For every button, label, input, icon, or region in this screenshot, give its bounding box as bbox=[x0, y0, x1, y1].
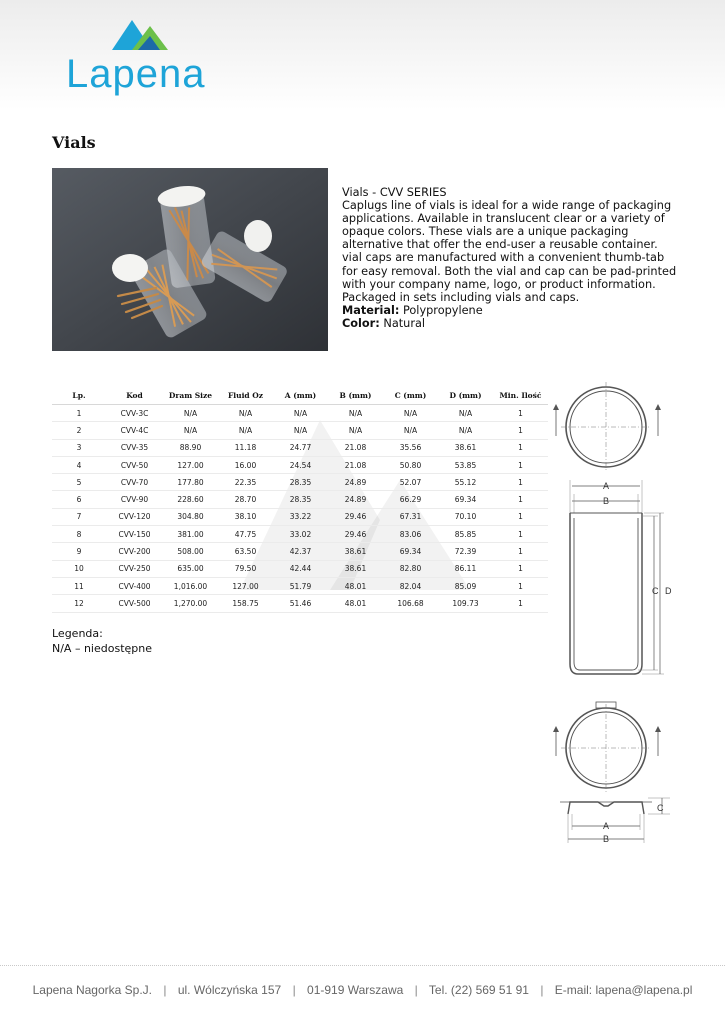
footer-separator: | bbox=[414, 983, 418, 997]
table-cell: 88.90 bbox=[163, 439, 218, 456]
column-header: A (mm) bbox=[273, 387, 328, 405]
table-cell: N/A bbox=[163, 422, 218, 439]
material-value: Polypropylene bbox=[402, 303, 483, 317]
description-line: with your company name, logo, or product information. bbox=[342, 277, 656, 291]
table-cell: 24.89 bbox=[328, 474, 383, 491]
table-cell: 2 bbox=[52, 422, 106, 439]
table-cell: 69.34 bbox=[383, 543, 438, 560]
table-row bbox=[52, 456, 548, 473]
footer-separator: | bbox=[292, 983, 296, 997]
table-cell: 66.29 bbox=[383, 491, 438, 508]
table-cell: N/A bbox=[218, 405, 273, 422]
table-cell: CVV-70 bbox=[106, 474, 163, 491]
vials-photo bbox=[52, 168, 328, 351]
table-cell: 42.37 bbox=[273, 543, 328, 560]
dimension-label-b: B bbox=[603, 496, 610, 506]
table-cell: 1 bbox=[493, 456, 548, 473]
table-row bbox=[52, 560, 548, 577]
table-cell: 12 bbox=[52, 595, 106, 612]
table-cell: 28.35 bbox=[273, 474, 328, 491]
table-cell: 1 bbox=[493, 595, 548, 612]
table-cell: 158.75 bbox=[218, 595, 273, 612]
table-cell: CVV-200 bbox=[106, 543, 163, 560]
vial-side-view-icon bbox=[570, 480, 664, 674]
material-line bbox=[342, 304, 682, 317]
table-cell: 508.00 bbox=[163, 543, 218, 560]
table-cell: N/A bbox=[273, 405, 328, 422]
table-row bbox=[52, 543, 548, 560]
table-cell: CVV-500 bbox=[106, 595, 163, 612]
column-header: C (mm) bbox=[383, 387, 438, 405]
column-header: Dram Size bbox=[163, 387, 218, 405]
description-line: opaque colors. These vials are a unique packaging bbox=[342, 225, 629, 239]
dimension-label-a: A bbox=[603, 481, 610, 491]
table-cell: 9 bbox=[52, 543, 106, 560]
table-row bbox=[52, 595, 548, 612]
description-line: Caplugs line of vials is ideal for a wide range of packaging bbox=[342, 199, 672, 213]
column-header: Min. Ilość bbox=[493, 387, 548, 405]
table-cell: 4 bbox=[52, 456, 106, 473]
table-cell: CVV-4C bbox=[106, 422, 163, 439]
table-cell: 127.00 bbox=[218, 577, 273, 594]
table-cell: 109.73 bbox=[438, 595, 493, 612]
table-row bbox=[52, 405, 548, 422]
vial-top-view-icon bbox=[553, 382, 661, 472]
table-cell: 79.50 bbox=[218, 560, 273, 577]
table-cell: 24.89 bbox=[328, 491, 383, 508]
table-cell: 1 bbox=[493, 439, 548, 456]
table-row bbox=[52, 439, 548, 456]
table-cell: 38.10 bbox=[218, 508, 273, 525]
table-cell: 51.79 bbox=[273, 577, 328, 594]
footer-address: ul. Wólczyńska 157 bbox=[177, 983, 282, 997]
table-cell: 29.46 bbox=[328, 526, 383, 543]
table-cell: N/A bbox=[273, 422, 328, 439]
table-cell: 3 bbox=[52, 439, 106, 456]
table-cell: CVV-120 bbox=[106, 508, 163, 525]
dimension-label-d: D bbox=[665, 586, 672, 596]
table-cell: 28.70 bbox=[218, 491, 273, 508]
column-header: B (mm) bbox=[328, 387, 383, 405]
table-cell: 35.56 bbox=[383, 439, 438, 456]
table-cell: 85.09 bbox=[438, 577, 493, 594]
vial-cap-side-view-icon bbox=[560, 798, 670, 843]
table-row bbox=[52, 577, 548, 594]
table-cell: 1 bbox=[493, 491, 548, 508]
table-cell: 8 bbox=[52, 526, 106, 543]
table-cell: 22.35 bbox=[218, 474, 273, 491]
specifications-table bbox=[52, 387, 548, 613]
table-row bbox=[52, 474, 548, 491]
legend-note: N/A – niedostępne bbox=[52, 641, 152, 655]
footer-divider bbox=[0, 965, 725, 966]
color-line bbox=[342, 317, 682, 330]
table-cell: N/A bbox=[328, 405, 383, 422]
table-row bbox=[52, 491, 548, 508]
table-cell: 1,016.00 bbox=[163, 577, 218, 594]
description-line: applications. Available in translucent clear or a variety of bbox=[342, 212, 665, 226]
table-cell: 28.35 bbox=[273, 491, 328, 508]
table-cell: 24.54 bbox=[273, 456, 328, 473]
table-cell: 228.60 bbox=[163, 491, 218, 508]
table-cell: 52.07 bbox=[383, 474, 438, 491]
description-line: Vials - CVV SERIES bbox=[342, 186, 447, 199]
product-description bbox=[342, 186, 682, 330]
table-cell: N/A bbox=[383, 422, 438, 439]
table-cell: 5 bbox=[52, 474, 106, 491]
table-cell: 83.06 bbox=[383, 526, 438, 543]
table-cell: 51.46 bbox=[273, 595, 328, 612]
table-cell: CVV-35 bbox=[106, 439, 163, 456]
column-header: Kod bbox=[106, 387, 163, 405]
table-cell: CVV-50 bbox=[106, 456, 163, 473]
footer-city: 01-919 Warszawa bbox=[307, 983, 404, 997]
table-cell: 11 bbox=[52, 577, 106, 594]
table-cell: 82.04 bbox=[383, 577, 438, 594]
table-cell: 1 bbox=[493, 543, 548, 560]
table-cell: 10 bbox=[52, 560, 106, 577]
footer-phone[interactable]: Tel. (22) 569 51 91 bbox=[428, 983, 529, 997]
table-cell: 7 bbox=[52, 508, 106, 525]
table-cell: 106.68 bbox=[383, 595, 438, 612]
table-cell: 67.31 bbox=[383, 508, 438, 525]
table-row bbox=[52, 508, 548, 525]
table-row bbox=[52, 422, 548, 439]
column-header: D (mm) bbox=[438, 387, 493, 405]
column-header: Lp. bbox=[52, 387, 106, 405]
table-cell: N/A bbox=[438, 422, 493, 439]
footer-separator: | bbox=[163, 983, 167, 997]
table-cell: 1 bbox=[493, 508, 548, 525]
vial-cap-top-view-icon bbox=[553, 702, 661, 792]
table-cell: 381.00 bbox=[163, 526, 218, 543]
table-cell: 1 bbox=[493, 526, 548, 543]
table-cell: N/A bbox=[438, 405, 493, 422]
table-cell: 63.50 bbox=[218, 543, 273, 560]
table-cell: 33.22 bbox=[273, 508, 328, 525]
lapena-logo-mark-icon bbox=[110, 18, 174, 52]
table-cell: 29.46 bbox=[328, 508, 383, 525]
footer bbox=[0, 983, 725, 997]
lapena-logo[interactable] bbox=[66, 18, 236, 98]
material-label: Material: bbox=[342, 303, 400, 317]
table-header-row bbox=[52, 387, 548, 405]
table-cell: 6 bbox=[52, 491, 106, 508]
description-line: vial caps are manufactured with a convenient thumb-tab bbox=[342, 251, 665, 265]
table-cell: 1 bbox=[493, 577, 548, 594]
table-cell: 69.34 bbox=[438, 491, 493, 508]
table-cell: 82.80 bbox=[383, 560, 438, 577]
footer-email[interactable]: E-mail: lapena@lapena.pl bbox=[554, 983, 693, 997]
table-cell: CVV-150 bbox=[106, 526, 163, 543]
table-cell: 85.85 bbox=[438, 526, 493, 543]
table-cell: 47.75 bbox=[218, 526, 273, 543]
table-row bbox=[52, 526, 548, 543]
table-cell: 48.01 bbox=[328, 595, 383, 612]
table-cell: 33.02 bbox=[273, 526, 328, 543]
cap-dimension-label-b: B bbox=[603, 834, 610, 844]
table-cell: 21.08 bbox=[328, 439, 383, 456]
table-cell: 1 bbox=[493, 405, 548, 422]
color-value: Natural bbox=[383, 316, 426, 330]
color-label: Color: bbox=[342, 316, 380, 330]
table-cell: CVV-400 bbox=[106, 577, 163, 594]
table-cell: 304.80 bbox=[163, 508, 218, 525]
vial-technical-drawings bbox=[548, 378, 678, 848]
footer-company: Lapena Nagorka Sp.J. bbox=[32, 983, 153, 997]
legend bbox=[52, 627, 152, 656]
table-cell: 127.00 bbox=[163, 456, 218, 473]
table-cell: 21.08 bbox=[328, 456, 383, 473]
table-cell: N/A bbox=[218, 422, 273, 439]
cap-dimension-label-c: C bbox=[657, 803, 664, 813]
table-cell: 38.61 bbox=[328, 560, 383, 577]
table-cell: N/A bbox=[163, 405, 218, 422]
table-cell: 50.80 bbox=[383, 456, 438, 473]
table-cell: 38.61 bbox=[328, 543, 383, 560]
table-cell: CVV-90 bbox=[106, 491, 163, 508]
description-line: for easy removal. Both the vial and cap can be pad-printed bbox=[342, 264, 677, 278]
footer-separator: | bbox=[540, 983, 544, 997]
description-line: alternative that offer the end-user a reusable container. bbox=[342, 238, 658, 252]
cap-dimension-label-a: A bbox=[603, 821, 610, 831]
table-cell: 55.12 bbox=[438, 474, 493, 491]
table-cell: 72.39 bbox=[438, 543, 493, 560]
legend-title: Legenda: bbox=[52, 627, 103, 640]
page-title: Vials bbox=[52, 133, 96, 152]
table-cell: N/A bbox=[328, 422, 383, 439]
table-cell: N/A bbox=[383, 405, 438, 422]
column-header: Fluid Oz bbox=[218, 387, 273, 405]
table-cell: 16.00 bbox=[218, 456, 273, 473]
table-cell: 1 bbox=[493, 474, 548, 491]
logo-wordmark: Lapena bbox=[66, 52, 206, 96]
table-cell: 1 bbox=[493, 422, 548, 439]
dimension-label-c: C bbox=[652, 586, 659, 596]
table-cell: 48.01 bbox=[328, 577, 383, 594]
table-cell: 177.80 bbox=[163, 474, 218, 491]
table-cell: 53.85 bbox=[438, 456, 493, 473]
table-cell: 1,270.00 bbox=[163, 595, 218, 612]
vials-photo-icon bbox=[52, 168, 328, 351]
table-cell: CVV-3C bbox=[106, 405, 163, 422]
table-cell: 38.61 bbox=[438, 439, 493, 456]
table-cell: 42.44 bbox=[273, 560, 328, 577]
table-cell: 86.11 bbox=[438, 560, 493, 577]
table-cell: 24.77 bbox=[273, 439, 328, 456]
table-cell: 1 bbox=[493, 560, 548, 577]
description-line: Packaged in sets including vials and caps. bbox=[342, 290, 580, 304]
table-cell: CVV-250 bbox=[106, 560, 163, 577]
table-cell: 70.10 bbox=[438, 508, 493, 525]
table-cell: 1 bbox=[52, 405, 106, 422]
table-cell: 11.18 bbox=[218, 439, 273, 456]
table-cell: 635.00 bbox=[163, 560, 218, 577]
table-body bbox=[52, 405, 548, 613]
